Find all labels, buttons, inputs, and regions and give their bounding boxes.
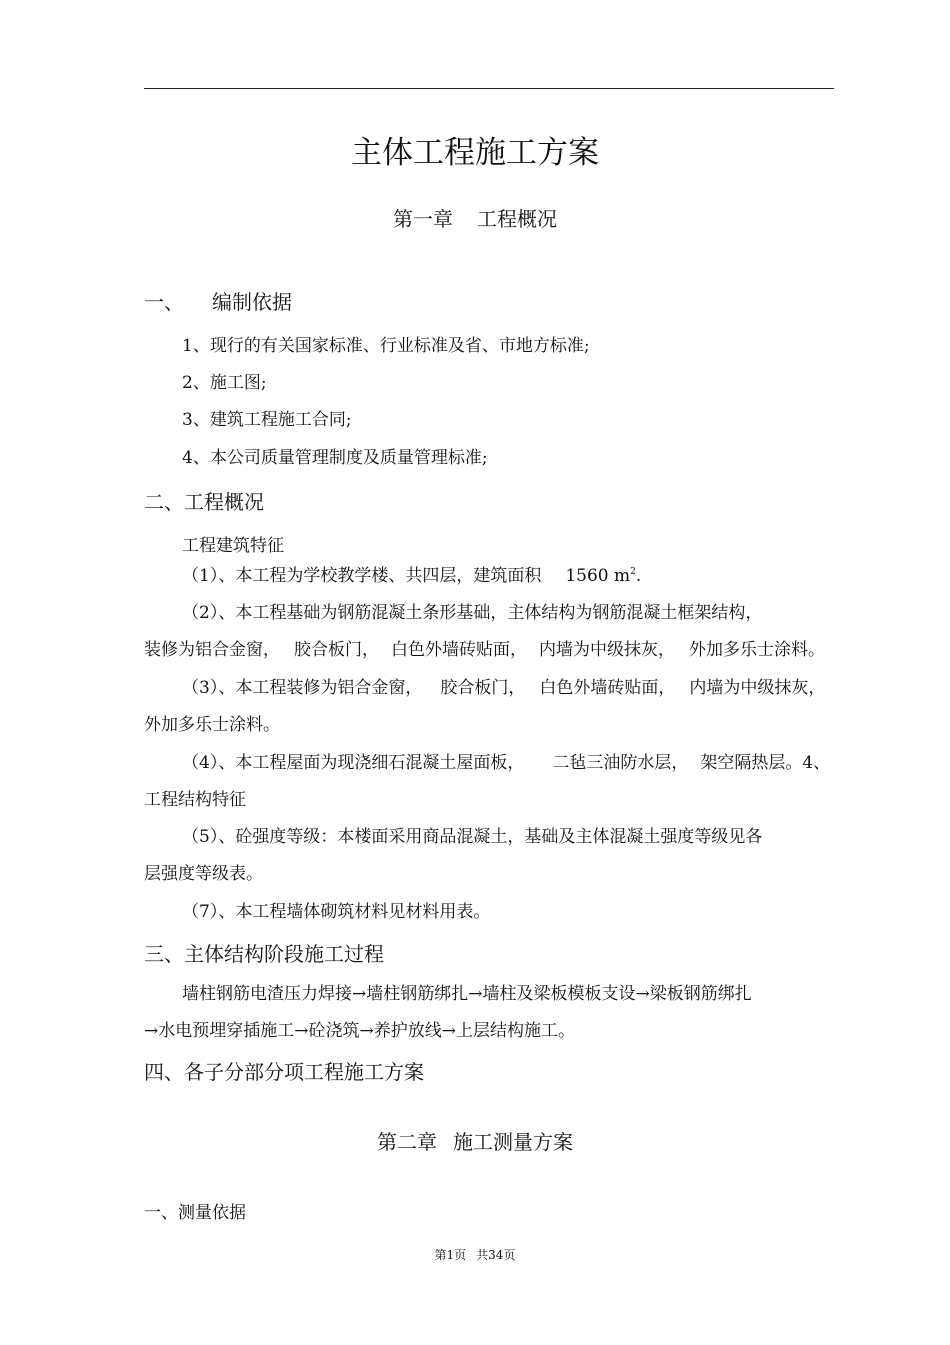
paragraph-2-part-1: 装修为铝合金窗，	[144, 640, 280, 660]
document-title: 主体工程施工方案	[351, 135, 599, 171]
section-1-title: 编制依据	[212, 290, 292, 314]
paragraph-5-line-1: （5）、砼强度等级：本楼面采用商品混凝土，基础及主体混凝土强度等级见各	[182, 827, 763, 847]
process-line-2: →水电预埋穿插施工→砼浇筑→养护放线→上层结构施工。	[144, 1021, 575, 1041]
paragraph-3-part-3: 白色外墙砖贴面，	[539, 678, 676, 698]
paragraph-3-part-1: （3）、本工程装修为铝合金窗，	[182, 678, 423, 698]
chapter-2-label: 第二章	[377, 1130, 437, 1154]
paragraph-2-part-4: 内墙为中级抹灰，	[539, 640, 675, 660]
paragraph-4-line-1	[182, 755, 830, 772]
paragraph-3-part-2: 胶合板门，	[440, 678, 526, 698]
basis-item-4: 4、本公司质量管理制度及质量管理标准;	[182, 448, 488, 468]
section-1-heading	[144, 292, 292, 312]
paragraph-5-line-2: 层强度等级表。	[144, 864, 263, 884]
paragraph-2-part-3: 白色外墙砖贴面，	[391, 640, 527, 660]
section-1-number: 一、	[144, 290, 184, 314]
paragraph-4-part-2: 二毡三油防水层，	[552, 753, 689, 773]
section-4-heading: 四、各子分部分项工程施工方案	[144, 1060, 424, 1084]
page-footer	[0, 1249, 950, 1261]
basis-item-2: 2、施工图;	[182, 373, 267, 393]
paragraph-3-part-4: 内墙为中级抹灰，	[689, 678, 826, 698]
basis-item-1: 1、现行的有关国家标准、行业标准及省、市地方标准;	[182, 336, 590, 356]
paragraph-7: （7）、本工程墙体砌筑材料见材料用表。	[182, 902, 491, 922]
paragraph-1-end: .	[635, 566, 642, 586]
process-line-1: 墙柱钢筋电渣压力焊接→墙柱钢筋绑扎→墙柱及梁板模板支设→梁板钢筋绑扎	[182, 984, 752, 1004]
paragraph-4-part-3: 架空隔热层。4、	[700, 753, 831, 773]
paragraph-2-part-2: 胶合板门，	[294, 640, 379, 660]
section-2-heading: 二、工程概况	[144, 490, 264, 514]
paragraph-2-line-2	[144, 642, 825, 659]
section-2-subtitle: 工程建筑特征	[182, 536, 284, 556]
chapter-2-name: 施工测量方案	[453, 1130, 573, 1154]
chapter-1-label: 第一章	[393, 207, 453, 231]
paragraph-2-line-1: （2）、本工程基础为钢筋混凝土条形基础，主体结构为钢筋混凝土框架结构，	[182, 603, 763, 623]
chapter-1-heading	[0, 209, 950, 229]
page-total: 共34页	[476, 1248, 516, 1262]
paragraph-2-part-5: 外加多乐士涂料。	[689, 640, 825, 660]
section-3-heading: 三、主体结构阶段施工过程	[144, 942, 384, 966]
basis-item-3: 3、建筑工程施工合同;	[182, 410, 352, 430]
chapter-1-name: 工程概况	[477, 207, 557, 231]
chapter-2-heading	[0, 1132, 950, 1152]
paragraph-1	[182, 568, 641, 585]
paragraph-3-line-1	[182, 680, 825, 697]
header-rule	[144, 88, 834, 89]
section-5-heading: 一、测量依据	[144, 1203, 246, 1223]
paragraph-3-line-2: 外加多乐士涂料。	[144, 715, 280, 735]
paragraph-4-part-1: （4）、本工程屋面为现浇细石混凝土屋面板，	[182, 753, 525, 773]
paragraph-1-text: （1）、本工程为学校教学楼、共四层，建筑面积	[182, 566, 542, 586]
paragraph-1-area: 1560 m	[565, 566, 631, 586]
page-number: 第1页	[434, 1248, 467, 1262]
paragraph-1-area-superscript: 2	[630, 567, 636, 577]
paragraph-4-line-2: 工程结构特征	[144, 790, 246, 810]
